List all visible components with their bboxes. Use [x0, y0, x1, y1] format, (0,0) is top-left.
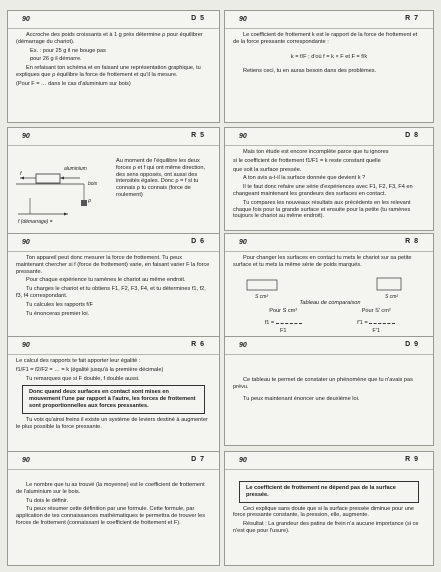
text-line: Pour changer les surfaces en contact tu mets le chariot sur sa petite surface et tu mets la même série de poids marqués. [233, 255, 412, 268]
ratio-cell: f'1 = [357, 318, 395, 326]
card-number: 90 [22, 239, 30, 246]
text-line: Tu énonceras premier loi. [26, 310, 90, 317]
card-body [16, 32, 211, 116]
card-r8 [224, 233, 434, 341]
card-header [8, 11, 219, 29]
text-line: A ton avis a-t-il la surface donnée que devient k ? [243, 175, 366, 182]
text-line: En refaisant ton schéma et en faisant une représentation graphique, tu expliques que ρ équilibre la force de frottement et qu'il la mesure. [16, 65, 201, 78]
card-body [233, 149, 425, 224]
card-number: 90 [22, 342, 30, 349]
text-line: Tu remarques que si F double, f double aussi. [26, 375, 140, 382]
card-code: D 6 [191, 238, 205, 245]
card-header [225, 11, 433, 29]
text-line: Pour chaque expérience tu ramènes le chariot au même endroit. [26, 277, 186, 284]
card-header [225, 452, 433, 470]
card-header [8, 128, 219, 146]
col-header: Pour S cm² [269, 308, 298, 314]
label-bois: bois [88, 181, 98, 187]
card-number: 90 [239, 457, 247, 464]
card-body [16, 482, 211, 559]
card-number: 90 [22, 16, 30, 23]
card-d8 [224, 127, 434, 231]
label-small-surface: S cm² [255, 294, 269, 300]
card-header [225, 128, 433, 146]
card-d7 [7, 451, 220, 566]
card-d6 [7, 233, 220, 341]
formula-line: k = f/F ; d'où f = k × F et F = f/k [290, 53, 368, 60]
text-line: Tu vois qu'ainsi freins il existe un système de leviers destiné à augmenter le plus possible la force pressante. [16, 416, 208, 430]
text-line: Tu charges le chariot et tu obtiens F1, F2, F3, F4, et tu détermines f1, f2, f3, f4 correspondant. [16, 286, 206, 299]
text-line: Le coefficient de frottement k est le rapport de la force de frottement et de la force pressante correspondante : [233, 32, 418, 45]
card-number: 90 [239, 342, 247, 349]
text-line: Retiens ceci, tu en auras besoin dans des problèmes. [243, 68, 377, 75]
card-code: D 5 [191, 15, 205, 22]
card-number: 90 [239, 239, 247, 246]
surface-sketch [237, 276, 423, 296]
card-d5 [7, 10, 220, 123]
text-line: que soit la surface pressée. [233, 166, 302, 173]
card-header [8, 337, 219, 355]
card-code: R 7 [405, 15, 419, 22]
label-demarrage: f (démarrage) = [18, 219, 53, 225]
text-line: Il te faut donc refaire une série d'expériences avec F1, F2, F3, F4 en changeant maintenant les grandeurs des surfaces en contact. [233, 184, 413, 197]
card-code: D 8 [405, 132, 419, 139]
card-code: D 7 [191, 456, 205, 463]
card-header [8, 234, 219, 252]
text-line: Ce tableau te permet de constater un phénomène que tu n'avais pas prévu. [233, 377, 413, 390]
card-code: R 8 [405, 238, 419, 245]
card-body [116, 158, 211, 231]
card-code: R 6 [191, 341, 205, 348]
text-line: Ton appareil peut donc mesurer la force de frottement. Tu peux maintenant chercher si f (force de frottement) varie, en faisant varier F la force pressante. [16, 255, 210, 275]
text-line: Tu peux résumer cette définition par une formule. Cette formule, par application de tes connaissances mathématiques te permettra de trouver les forces de frottement (connaissant le coefficient de frottement et F). [16, 506, 206, 526]
text-line: pour 26 g il démarre. [30, 56, 82, 63]
ratio-cell: F1 [279, 328, 287, 334]
card-body [233, 32, 425, 116]
card-r5 [7, 127, 220, 238]
col-header: Pour S' cm² [361, 308, 391, 314]
card-r6 [7, 336, 220, 454]
card-body [16, 358, 211, 447]
card-code: R 9 [405, 456, 419, 463]
text-line: Tu dois le définir. [26, 497, 69, 504]
card-d9 [224, 336, 434, 446]
text-line: Ceci explique sans doute que si la surface pressée diminue pour une force pressante constante, la pression, elle, augmente. [233, 505, 415, 519]
text-line: Le calcul des rapports te fait apporter leur égalité : [16, 358, 141, 364]
text-line: (Pour F = … dans le cas d'aluminium sur bois) [16, 80, 131, 87]
text-line: Accroche des poids croissants et à 1 g près détermine ρ pour équilibrer (démarrage du chariot). [16, 32, 203, 45]
label-aluminium: aluminium [64, 166, 87, 172]
ratio-cell: f1 = [265, 318, 302, 326]
card-body [233, 377, 425, 439]
card-header [8, 452, 219, 470]
card-number: 90 [22, 133, 30, 140]
text-line: Résultat : La grandeur des patins de frein n'a aucune importance (si ce n'est que pour l'usure). [233, 521, 419, 534]
label-p: ρ [88, 198, 92, 204]
label-f: f [20, 171, 22, 177]
card-code: D 9 [405, 341, 419, 348]
text-line: si le coefficient de frottement f1/F1 = k reste constant quelle [233, 157, 381, 164]
table-title: Tableau de comparaison [299, 300, 361, 306]
text-line: Ex. : pour 25 g il ne bouge pas [30, 47, 106, 54]
text-line: Mais ton étude est encore incomplète parce que tu ignores [243, 149, 389, 155]
label-big-surface: S cm² [385, 294, 399, 300]
text-line: Tu calcules les rapports f/F [26, 301, 93, 308]
card-body [233, 478, 425, 559]
text-line: Tu compares les nouveaux résultats aux précédents en les relevant chaque fois pour la grande surface et ensuite pour la petite (tu ramènes toujours le chariot au même endroit). [233, 199, 411, 220]
text-line: Le nombre que tu as trouvé (la moyenne) est le coefficient de frottement de l'aluminium sur le bois. [16, 482, 205, 495]
ratio-cell: F'1 [372, 328, 381, 334]
law-box: Le coefficient de frottement ne dépend pas de la surface pressée. [239, 481, 419, 503]
text-line: Au moment de l'équilibre les deux forces ρ et f qui ont même direction, des sens opposés, ont aussi des intensités égales. Donc ρ = f si tu connais ρ tu connais (force de roulement) [116, 158, 205, 198]
card-r7 [224, 10, 434, 123]
card-number: 90 [239, 16, 247, 23]
card-body [16, 255, 211, 334]
card-code: R 5 [191, 132, 205, 139]
card-header [225, 337, 433, 355]
card-number: 90 [239, 133, 247, 140]
card-number: 90 [22, 457, 30, 464]
text-line: f1/F1 = f2/F2 = … = k (égalité jusqu'à la première décimale) [16, 366, 164, 373]
text-line: Tu peux maintenant énoncer une deuxième loi. [243, 395, 360, 402]
card-r9 [224, 451, 434, 566]
law-box: Donc quand deux surfaces en contact sont mises en mouvement l'une par rapport à l'autre, les forces de frottement sont proportionnelles aux forces pressantes. [22, 385, 205, 413]
card-header [225, 234, 433, 252]
